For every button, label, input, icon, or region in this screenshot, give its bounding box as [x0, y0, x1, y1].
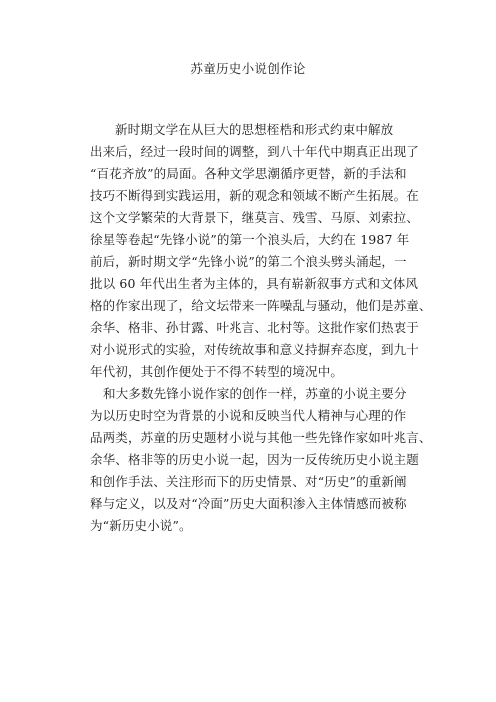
body-line: 新时期文学在从巨大的思想桎梏和形式约束中解放: [115, 122, 394, 137]
body-line: 出来后，经过一段时间的调整，到八十年代中期真正出现了: [90, 144, 419, 159]
body-line: 前后，新时期文学“先锋小说”的第二个浪头劈头涌起，一: [90, 254, 407, 269]
body-line: 技巧不断得到实践运用，新的观念和领域不断产生拓展。在: [90, 188, 419, 203]
body-line: 释与定义，以及对“冷面”历史大面积渗入主体情感而被称: [90, 496, 407, 511]
body-line: 对小说形式的实验，对传统故事和意义持摒弃态度，到九十: [90, 342, 419, 357]
body-line: 和大多数先锋小说作家的创作一样，苏童的小说主要分: [103, 386, 407, 401]
body-line: 批以 60 年代出生者为主体的，具有崭新叙事方式和文体风: [90, 276, 419, 291]
body-line: 徐星等卷起“先锋小说”的第一个浪头后，大约在 1987 年: [90, 232, 410, 247]
body-line: 年代初，其创作便处于不得不转型的境况中。: [90, 364, 344, 379]
body-line: 格的作家出现了，给文坛带来一阵噪乱与骚动，他们是苏童、: [90, 298, 432, 313]
body-line: 余华、格非等的历史小说一起，因为一反传统历史小说主题: [90, 452, 419, 467]
body-line: 为“新历史小说”。: [90, 518, 192, 533]
body-line: 余华、格非、孙甘露、叶兆言、北村等。这批作家们热衷于: [90, 320, 419, 335]
body-line: 这个文学繁荣的大背景下，继莫言、残雪、马原、刘索拉、: [90, 210, 419, 225]
body-line: “百花齐放”的局面。各种文学思潮循序更替，新的手法和: [90, 166, 407, 181]
document-title: 苏童历史小说创作论: [190, 61, 306, 76]
body-line: 为以历史时空为背景的小说和反映当代人精神与心理的作: [90, 408, 407, 423]
body-line: 品两类，苏童的历史题材小说与其他一些先锋作家如叶兆言、: [90, 430, 432, 445]
body-line: 和创作手法、关注形而下的历史情景、对“历史”的重新阐: [90, 474, 407, 489]
